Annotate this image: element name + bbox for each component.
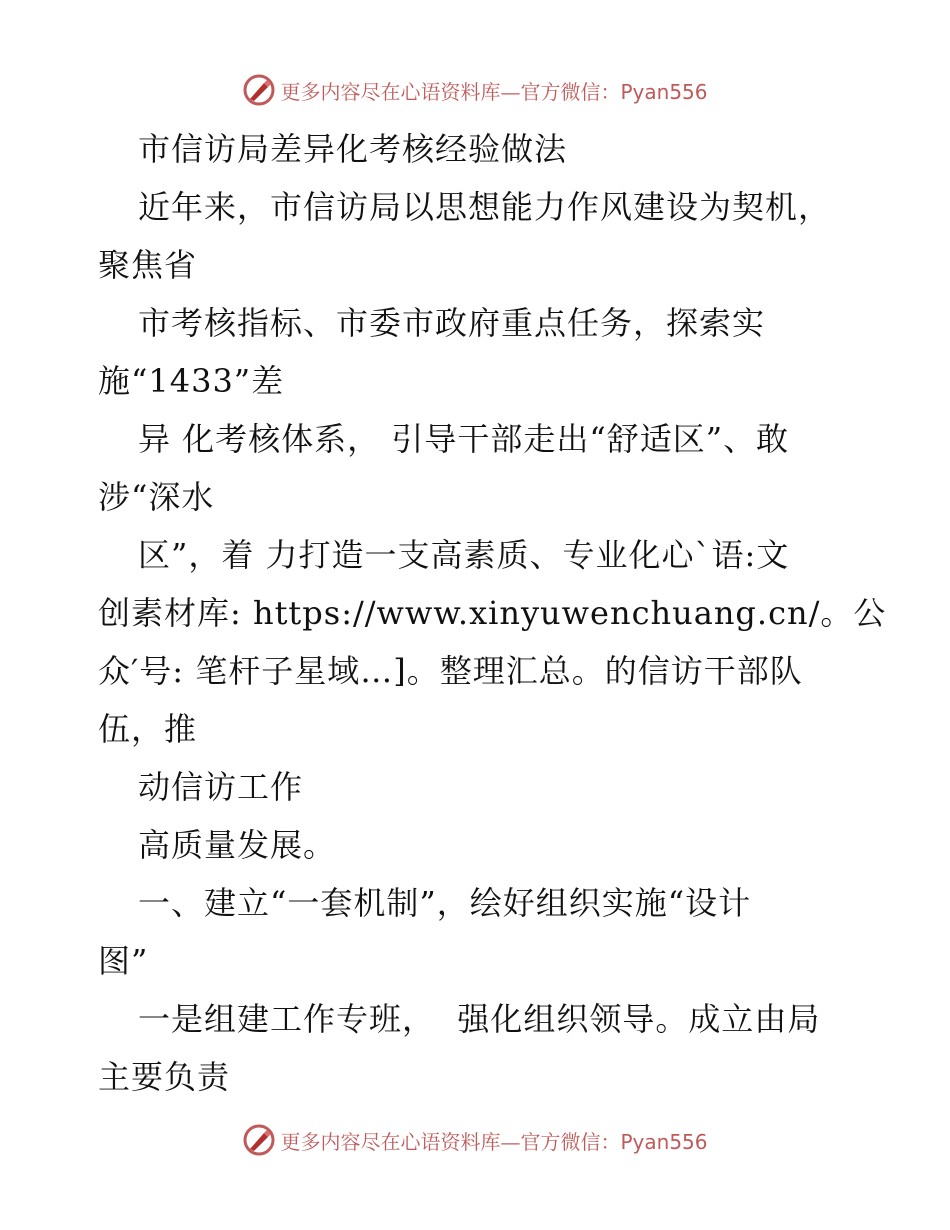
doc-line: 主要负责: [98, 1058, 231, 1096]
footer-watermark-banner: [0, 1120, 950, 1160]
document-body: [98, 120, 887, 1106]
doc-line: 高质量发展。: [138, 826, 337, 864]
banner-dash: —: [500, 79, 521, 104]
doc-title: 市信访局差异化考核经验做法: [138, 130, 568, 168]
banner-text: [280, 76, 707, 105]
doc-line: 聚焦省: [98, 246, 198, 284]
doc-line: 市考核指标、市委市政府重点任务，探索实: [138, 304, 766, 342]
doc-line: 近年来，市信访局以思想能力作风建设为契机，: [138, 188, 832, 226]
doc-line: 创素材库: https://www.xinyuwenchuang.cn/。公: [98, 594, 887, 632]
banner-official: 官方微信：: [520, 1129, 621, 1154]
doc-line: 涉“深水: [98, 478, 215, 516]
banner-main: 更多内容尽在心语资料库: [280, 79, 501, 104]
doc-line: 区”，着 力打造一支高素质、专业化心`语:文: [138, 536, 790, 574]
pen-logo-icon: [242, 1123, 276, 1157]
doc-line: 施“1433”差: [98, 362, 285, 400]
doc-line: 图”: [98, 942, 149, 980]
doc-line: 众′号: 笔杆子星域…]。整理汇总。的信访干部队: [98, 652, 803, 690]
doc-line: 异 化考核体系， 引导干部走出“舒适区”、敢: [138, 420, 790, 458]
doc-line: 伍，推: [98, 710, 198, 748]
banner-dash: —: [500, 1129, 521, 1154]
banner-text: [280, 1126, 707, 1155]
section-heading: 一、建立“一套机制”，绘好组织实施“设计: [138, 884, 752, 922]
doc-line: 一是组建工作专班， 强化组织领导。成立由局: [138, 1000, 821, 1038]
pen-logo-icon: [242, 73, 276, 107]
doc-line: 动信访工作: [138, 768, 304, 806]
banner-wechat: Pyan556: [620, 79, 708, 104]
banner-main: 更多内容尽在心语资料库: [280, 1129, 501, 1154]
banner-wechat: Pyan556: [620, 1129, 708, 1154]
header-watermark-banner: [0, 70, 950, 110]
banner-official: 官方微信：: [520, 79, 621, 104]
